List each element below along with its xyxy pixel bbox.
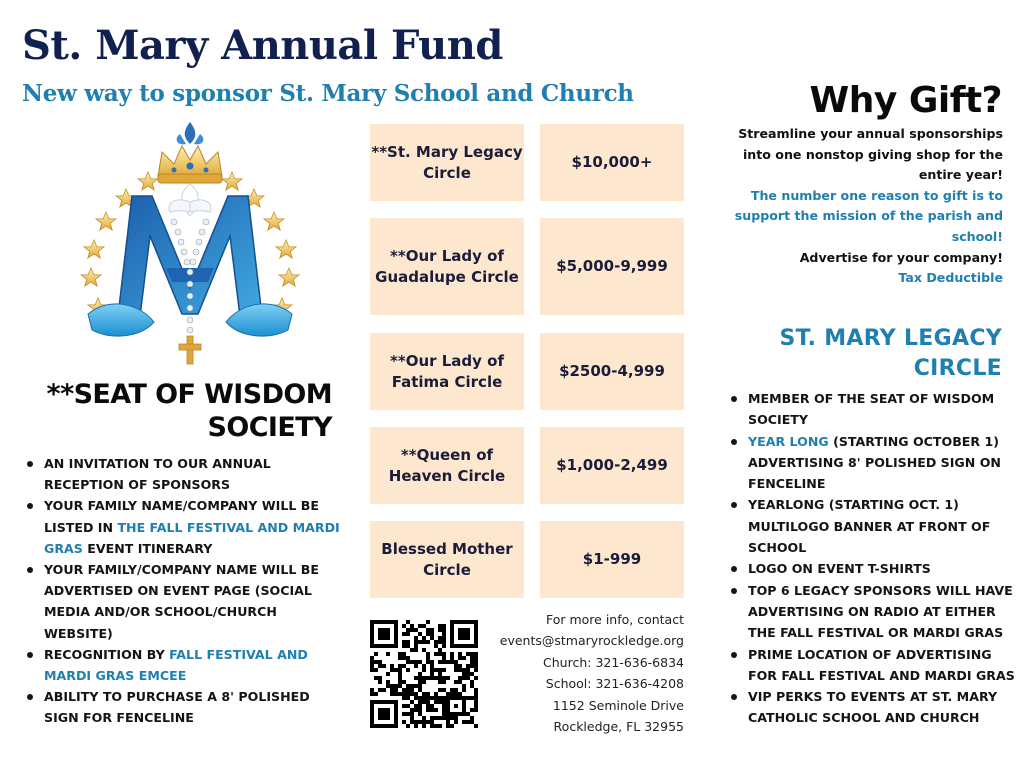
list-item [728,644,1024,687]
tier-amount: $1-999 [540,521,684,598]
page-subtitle: New way to sponsor St. Mary School and Church [22,80,634,107]
contact-church-phone: Church: 321-636-6834 [543,654,684,670]
why-line-tax: Tax Deductible [898,270,1003,286]
legacy-benefits-list [728,388,1024,729]
tier-name: **Queen of Heaven Circle [370,427,524,504]
why-line-advertise: Advertise for your company! [799,249,1003,265]
contact-street: 1152 Seminole Drive [552,697,684,713]
list-item [24,559,340,644]
list-item-text: RECOGNITION BY [44,646,170,662]
list-item [24,644,340,686]
list-item [728,558,1024,579]
list-item [728,580,1024,644]
marian-monogram-logo-icon [70,118,310,368]
list-item-text: EVENT ITINERARY [82,540,213,556]
tier-name: **St. Mary Legacy Circle [370,124,524,201]
tier-name: **Our Lady of Fatima Circle [370,333,524,410]
tier-amount: $2500-4,999 [540,333,684,410]
list-item [728,431,1024,495]
tier-name: **Our Lady of Guadalupe Circle [370,218,524,315]
contact-school-phone: School: 321-636-4208 [545,676,684,692]
society-benefits-list [24,453,340,729]
society-title: **SEAT OF WISDOM SOCIETY [46,379,332,443]
list-item-text: YOUR FAMILY NAME/COMPANY WILL BE LISTED IN [44,498,319,535]
list-item-text: LOGO ON EVENT T-SHIRTS [748,561,931,577]
list-item [24,686,340,728]
list-item-text: YEAR LONG [748,433,829,449]
list-item-text: VIP PERKS TO EVENTS AT ST. MARY CATHOLIC SCHOOL AND CHURCH [748,689,998,726]
tier-name: Blessed Mother Circle [370,521,524,598]
list-item-text: (STARTING OCTOBER 1) ADVERTISING 8' POLISHED SIGN ON FENCELINE [748,433,1001,492]
list-item [24,495,340,559]
list-item-text: THE FALL FESTIVAL AND MARDI GRAS [44,519,340,556]
list-item-text: YOUR FAMILY/COMPANY NAME WILL BE ADVERTISED ON EVENT PAGE (SOCIAL MEDIA AND/OR SCHOOL/CHURCH WEBSITE) [44,562,319,641]
list-item-text: AN INVITATION TO OUR ANNUAL RECEPTION OF SPONSORS [44,456,271,493]
tier-amount: $1,000-2,499 [540,427,684,504]
list-item [24,453,340,495]
list-item-text: ABILITY TO PURCHASE A 8' POLISHED SIGN FOR FENCELINE [44,689,310,726]
why-line-streamline: Streamline your annual sponsorships into one nonstop giving shop for the entire year! [738,126,1003,183]
list-item-text: FALL FESTIVAL AND MARDI GRAS EMCEE [44,646,308,684]
tier-amount: $5,000-9,999 [540,218,684,315]
why-gift-heading: Why Gift? [809,80,1002,121]
qr-code-icon[interactable] [370,620,478,728]
contact-block [490,609,684,737]
list-item-text: PRIME LOCATION OF ADVERTISING FOR FALL FESTIVAL AND MARDI GRAS [748,646,1015,683]
legacy-circle-heading: ST. MARY LEGACY CIRCLE [779,326,1002,381]
list-item [728,494,1024,558]
contact-city: Rockledge, FL 32955 [553,719,684,735]
list-item [728,686,1024,729]
why-line-mission: The number one reason to gift is to support the mission of the parish and school! [734,187,1003,244]
list-item-text: MEMBER OF THE SEAT OF WISDOM SOCIETY [748,391,995,428]
list-item-text: YEARLONG (STARTING OCT. 1) MULTILOGO BANNER AT FRONT OF SCHOOL [748,497,991,556]
list-item [728,388,1024,431]
contact-intro: For more info, contact [545,612,684,627]
page-title: St. Mary Annual Fund [22,22,503,69]
tier-amount: $10,000+ [540,124,684,201]
list-item-text: TOP 6 LEGACY SPONSORS WILL HAVE ADVERTISING ON RADIO AT EITHER THE FALL FESTIVAL OR MARDI GRAS [748,582,1013,641]
contact-email[interactable]: events@stmaryrockledge.org [499,633,684,649]
why-gift-text [730,124,1003,289]
